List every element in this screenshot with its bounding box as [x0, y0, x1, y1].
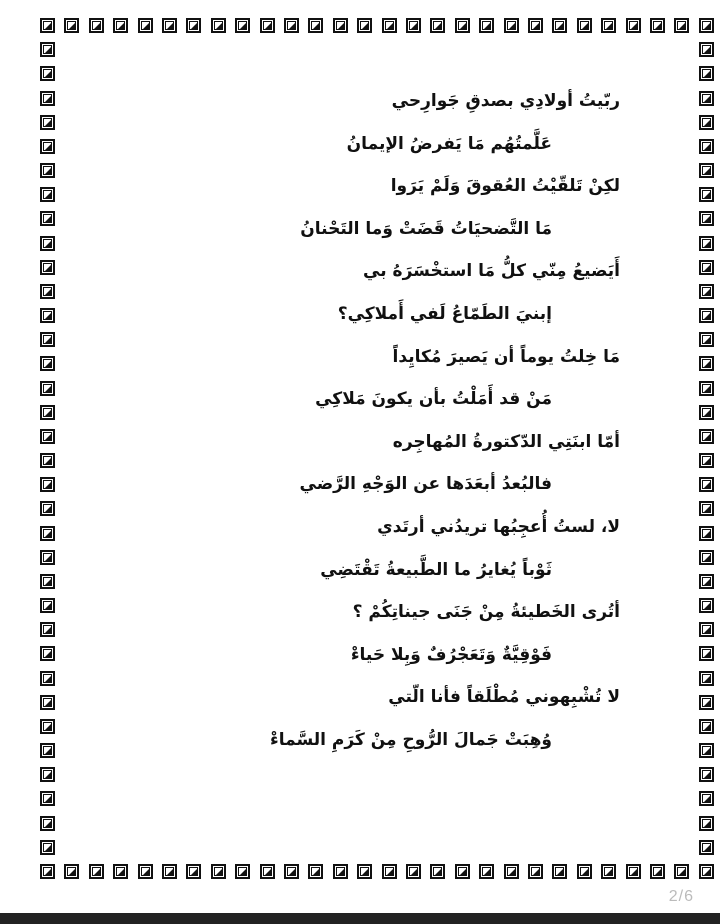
poem-line-12: ثَوْباً يُغايرُ ما الطَّبيعةُ تَقْتَضِي — [320, 559, 552, 580]
framed-square-half-triangle-icon — [626, 864, 641, 879]
framed-square-half-triangle-icon — [552, 864, 567, 879]
framed-square-half-triangle-icon — [479, 18, 494, 33]
poem-line-5: أَيَضيعُ مِنّي كلُّ مَا استخْسَرَهُ بي — [363, 261, 620, 282]
framed-square-half-triangle-icon — [699, 332, 714, 347]
framed-square-half-triangle-icon — [40, 840, 55, 855]
framed-square-half-triangle-icon — [699, 163, 714, 178]
framed-square-half-triangle-icon — [40, 18, 55, 33]
framed-square-half-triangle-icon — [552, 18, 567, 33]
framed-square-half-triangle-icon — [40, 211, 55, 226]
framed-square-half-triangle-icon — [699, 477, 714, 492]
framed-square-half-triangle-icon — [40, 187, 55, 202]
framed-square-half-triangle-icon — [479, 864, 494, 879]
poem-line-15: لا تُشْبِهوني مُطْلَقاً فأنا الّتي — [388, 687, 620, 708]
framed-square-half-triangle-icon — [699, 646, 714, 661]
framed-square-half-triangle-icon — [40, 42, 55, 57]
framed-square-half-triangle-icon — [382, 864, 397, 879]
framed-square-half-triangle-icon — [699, 211, 714, 226]
framed-square-half-triangle-icon — [699, 405, 714, 420]
framed-square-half-triangle-icon — [699, 574, 714, 589]
framed-square-half-triangle-icon — [699, 767, 714, 782]
framed-square-half-triangle-icon — [284, 18, 299, 33]
framed-square-half-triangle-icon — [699, 308, 714, 323]
framed-square-half-triangle-icon — [40, 405, 55, 420]
framed-square-half-triangle-icon — [40, 308, 55, 323]
poem-line-14: فَوْقِيَّةٌ وَتَعَجْرُفٌ وَبِلا حَياءْ — [350, 644, 552, 665]
framed-square-half-triangle-icon — [40, 356, 55, 371]
framed-square-half-triangle-icon — [40, 260, 55, 275]
framed-square-half-triangle-icon — [260, 864, 275, 879]
bottom-bar — [0, 913, 720, 924]
poem-line-8: مَنْ قد أَمَلْتُ بأن يكونَ مَلاكِي — [315, 389, 552, 410]
framed-square-half-triangle-icon — [40, 91, 55, 106]
framed-square-half-triangle-icon — [699, 501, 714, 516]
framed-square-half-triangle-icon — [699, 816, 714, 831]
framed-square-half-triangle-icon — [699, 115, 714, 130]
framed-square-half-triangle-icon — [40, 671, 55, 686]
framed-square-half-triangle-icon — [699, 139, 714, 154]
framed-square-half-triangle-icon — [528, 18, 543, 33]
framed-square-half-triangle-icon — [357, 864, 372, 879]
framed-square-half-triangle-icon — [40, 477, 55, 492]
framed-square-half-triangle-icon — [504, 18, 519, 33]
poem-line-16: وُهِبَتْ جَمالَ الرُّوحِ مِنْ كَرَمِ السَّماءْ — [270, 729, 552, 750]
framed-square-half-triangle-icon — [406, 864, 421, 879]
framed-square-half-triangle-icon — [89, 864, 104, 879]
framed-square-half-triangle-icon — [699, 18, 714, 33]
framed-square-half-triangle-icon — [430, 18, 445, 33]
framed-square-half-triangle-icon — [333, 864, 348, 879]
framed-square-half-triangle-icon — [455, 864, 470, 879]
framed-square-half-triangle-icon — [699, 356, 714, 371]
framed-square-half-triangle-icon — [626, 18, 641, 33]
framed-square-half-triangle-icon — [699, 284, 714, 299]
framed-square-half-triangle-icon — [235, 864, 250, 879]
framed-square-half-triangle-icon — [211, 18, 226, 33]
framed-square-half-triangle-icon — [211, 864, 226, 879]
framed-square-half-triangle-icon — [699, 864, 714, 879]
framed-square-half-triangle-icon — [113, 18, 128, 33]
framed-square-half-triangle-icon — [40, 719, 55, 734]
framed-square-half-triangle-icon — [577, 864, 592, 879]
framed-square-half-triangle-icon — [40, 526, 55, 541]
framed-square-half-triangle-icon — [284, 864, 299, 879]
framed-square-half-triangle-icon — [699, 187, 714, 202]
framed-square-half-triangle-icon — [40, 695, 55, 710]
framed-square-half-triangle-icon — [699, 453, 714, 468]
poem-line-7: مَا خِلتُ يوماً أن يَصيرَ مُكايِداً — [392, 346, 620, 367]
framed-square-half-triangle-icon — [235, 18, 250, 33]
poem-line-10: فالبُعدُ أبعَدَها عن الوَجْهِ الرَّضي — [299, 474, 552, 495]
framed-square-half-triangle-icon — [260, 18, 275, 33]
framed-square-half-triangle-icon — [699, 381, 714, 396]
framed-square-half-triangle-icon — [455, 18, 470, 33]
framed-square-half-triangle-icon — [528, 864, 543, 879]
framed-square-half-triangle-icon — [64, 864, 79, 879]
framed-square-half-triangle-icon — [186, 864, 201, 879]
framed-square-half-triangle-icon — [382, 18, 397, 33]
framed-square-half-triangle-icon — [699, 429, 714, 444]
framed-square-half-triangle-icon — [64, 18, 79, 33]
framed-square-half-triangle-icon — [40, 139, 55, 154]
framed-square-half-triangle-icon — [89, 18, 104, 33]
framed-square-half-triangle-icon — [40, 284, 55, 299]
framed-square-half-triangle-icon — [699, 622, 714, 637]
framed-square-half-triangle-icon — [40, 236, 55, 251]
framed-square-half-triangle-icon — [333, 18, 348, 33]
framed-square-half-triangle-icon — [430, 864, 445, 879]
framed-square-half-triangle-icon — [40, 622, 55, 637]
framed-square-half-triangle-icon — [699, 260, 714, 275]
framed-square-half-triangle-icon — [650, 864, 665, 879]
framed-square-half-triangle-icon — [308, 18, 323, 33]
framed-square-half-triangle-icon — [186, 18, 201, 33]
framed-square-half-triangle-icon — [162, 864, 177, 879]
framed-square-half-triangle-icon — [699, 840, 714, 855]
framed-square-half-triangle-icon — [674, 864, 689, 879]
framed-square-half-triangle-icon — [40, 115, 55, 130]
framed-square-half-triangle-icon — [113, 864, 128, 879]
poem-text — [60, 80, 620, 762]
framed-square-half-triangle-icon — [40, 453, 55, 468]
page-indicator: 2/6 — [668, 888, 694, 905]
framed-square-half-triangle-icon — [699, 743, 714, 758]
framed-square-half-triangle-icon — [504, 864, 519, 879]
poem-line-2: عَلَّمتُهُم مَا يَفرضُ الإيمانُ — [346, 133, 552, 154]
framed-square-half-triangle-icon — [40, 574, 55, 589]
poem-line-11: لا، لستُ أُعجِبُها تريدُني أرتَدي — [377, 516, 620, 537]
framed-square-half-triangle-icon — [40, 332, 55, 347]
framed-square-half-triangle-icon — [699, 695, 714, 710]
poem-line-6: إبنيَ الطَمّاعُ لَفي أَملاكِي؟ — [337, 303, 552, 324]
framed-square-half-triangle-icon — [40, 163, 55, 178]
framed-square-half-triangle-icon — [601, 864, 616, 879]
poem-line-13: أتُرى الخَطيئةُ مِنْ جَنَى جيناتِكُمْ ؟ — [352, 602, 620, 623]
framed-square-half-triangle-icon — [40, 791, 55, 806]
framed-square-half-triangle-icon — [138, 18, 153, 33]
framed-square-half-triangle-icon — [162, 18, 177, 33]
framed-square-half-triangle-icon — [577, 18, 592, 33]
framed-square-half-triangle-icon — [138, 864, 153, 879]
framed-square-half-triangle-icon — [699, 42, 714, 57]
framed-square-half-triangle-icon — [699, 550, 714, 565]
framed-square-half-triangle-icon — [40, 598, 55, 613]
poem-line-9: أمّا ابنَتِي الدّكتورةُ المُهاجِره — [392, 431, 620, 452]
framed-square-half-triangle-icon — [40, 767, 55, 782]
framed-square-half-triangle-icon — [674, 18, 689, 33]
poem-line-3: لكِنْ تَلقّيْتُ العُقوقَ وَلَمْ يَرَوا — [390, 176, 620, 197]
framed-square-half-triangle-icon — [357, 18, 372, 33]
framed-square-half-triangle-icon — [40, 381, 55, 396]
framed-square-half-triangle-icon — [40, 743, 55, 758]
framed-square-half-triangle-icon — [40, 66, 55, 81]
framed-square-half-triangle-icon — [699, 236, 714, 251]
framed-square-half-triangle-icon — [699, 791, 714, 806]
framed-square-half-triangle-icon — [406, 18, 421, 33]
framed-square-half-triangle-icon — [699, 671, 714, 686]
framed-square-half-triangle-icon — [699, 598, 714, 613]
framed-square-half-triangle-icon — [40, 646, 55, 661]
framed-square-half-triangle-icon — [699, 526, 714, 541]
framed-square-half-triangle-icon — [699, 66, 714, 81]
poem-line-4: مَا التَّضحيَاتُ قَضَتْ وَما التَحْنانُ — [300, 218, 552, 239]
framed-square-half-triangle-icon — [40, 816, 55, 831]
framed-square-half-triangle-icon — [308, 864, 323, 879]
poem-line-1: ربّيتُ أولادِي بصدقِ جَوارِحي — [391, 91, 620, 111]
framed-square-half-triangle-icon — [40, 429, 55, 444]
framed-square-half-triangle-icon — [601, 18, 616, 33]
framed-square-half-triangle-icon — [699, 719, 714, 734]
framed-square-half-triangle-icon — [650, 18, 665, 33]
framed-square-half-triangle-icon — [40, 864, 55, 879]
framed-square-half-triangle-icon — [40, 501, 55, 516]
framed-square-half-triangle-icon — [699, 91, 714, 106]
framed-square-half-triangle-icon — [40, 550, 55, 565]
